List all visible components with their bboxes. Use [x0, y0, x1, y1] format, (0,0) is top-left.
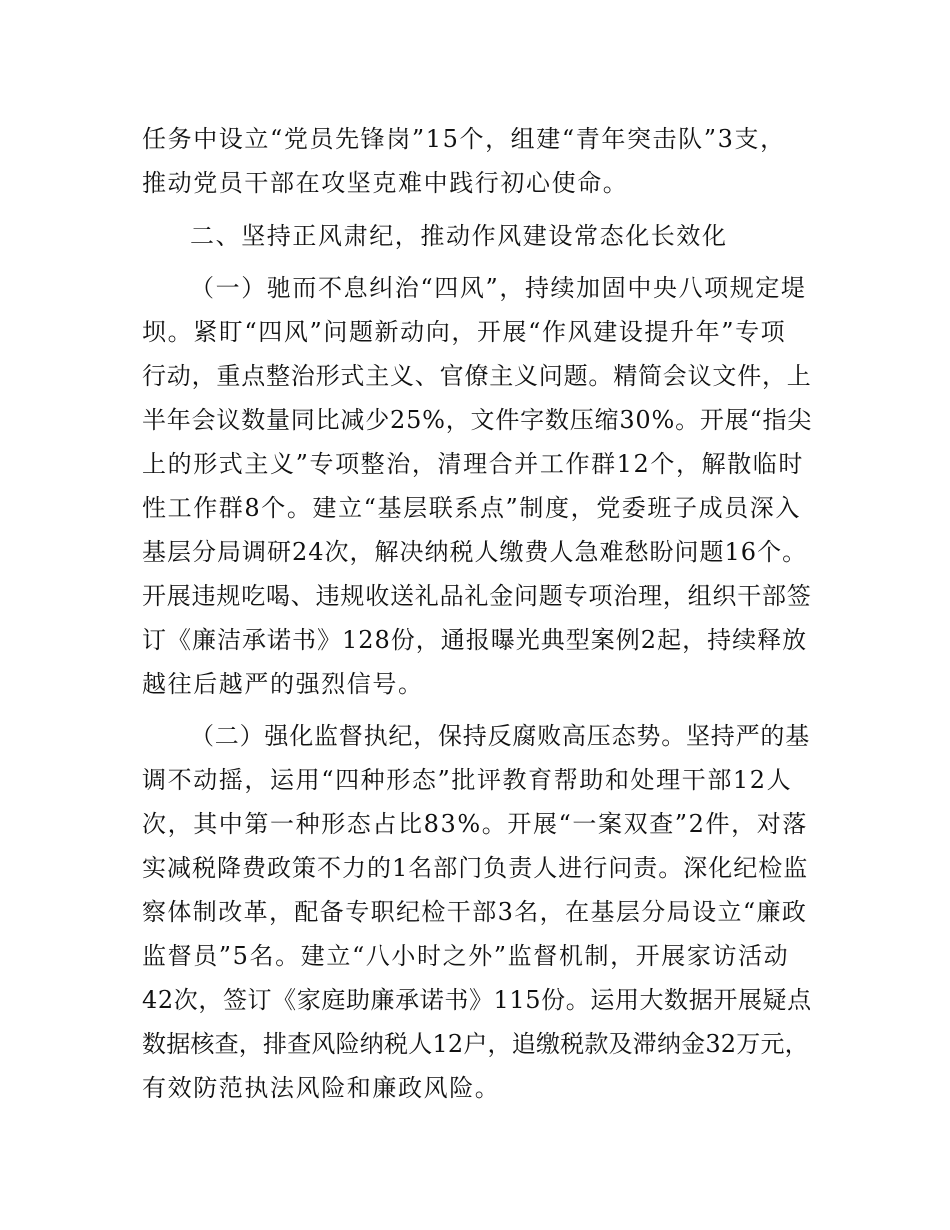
section-heading: 二、坚持正风肃纪，推动作风建设常态化长效化 [190, 222, 728, 250]
body-text-line: 有效防范执法风险和廉政风险。 [142, 1074, 501, 1102]
body-text-line: 推动党员干部在攻坚克难中践行初心使命。 [142, 169, 629, 197]
body-text-line: 察体制改革，配备专职纪检干部3名，在基层分局设立“廉政 [142, 898, 808, 926]
subsection-heading: （一）驰而不息纠治“四风”，持续加固中央八项规定堤 [190, 274, 807, 302]
body-text-line: 订《廉洁承诺书》128份，通报曝光典型案例2起，持续释放 [142, 626, 808, 654]
body-text-line: 坝。紧盯“四风”问题新动向，开展“作风建设提升年”专项 [142, 318, 787, 346]
body-text-line: 调不动摇，运用“四种形态”批评教育帮助和处理干部12人 [142, 766, 793, 794]
body-text-line: 半年会议数量同比减少25%，文件字数压缩30%。开展“指尖 [142, 406, 813, 434]
body-text-line: 上的形式主义”专项整治，清理合并工作群12个，解散临时 [142, 450, 805, 478]
body-text-line: 任务中设立“党员先锋岗”15个，组建“青年突击队”3支， [142, 125, 786, 153]
body-text-line: 性工作群8个。建立“基层联系点”制度，党委班子成员深入 [142, 494, 802, 522]
body-text-line: 42次，签订《家庭助廉承诺书》115份。运用大数据开展疑点 [142, 986, 812, 1014]
body-text-line: 实减税降费政策不力的1名部门负责人进行问责。深化纪检监 [142, 854, 809, 882]
body-text-line: 开展违规吃喝、违规收送礼品礼金问题专项治理，组织干部签 [142, 582, 812, 610]
body-text-line: 次，其中第一种形态占比83%。开展“一案双查”2件，对落 [142, 810, 808, 838]
body-text-line: 数据核查，排查风险纳税人12户，追缴税款及滞纳金32万元， [142, 1030, 809, 1058]
body-text-line: 监督员”5名。建立“八小时之外”监督机制，开展家访活动 [142, 942, 790, 970]
body-text-line: 基层分局调研24次，解决纳税人缴费人急难愁盼问题16个。 [142, 538, 808, 566]
subsection-heading: （二）强化监督执纪，保持反腐败高压态势。坚持严的基 [190, 722, 810, 750]
body-text-line: 行动，重点整治形式主义、官僚主义问题。精简会议文件，上 [142, 362, 812, 390]
body-text-line: 越往后越严的强烈信号。 [142, 670, 424, 698]
